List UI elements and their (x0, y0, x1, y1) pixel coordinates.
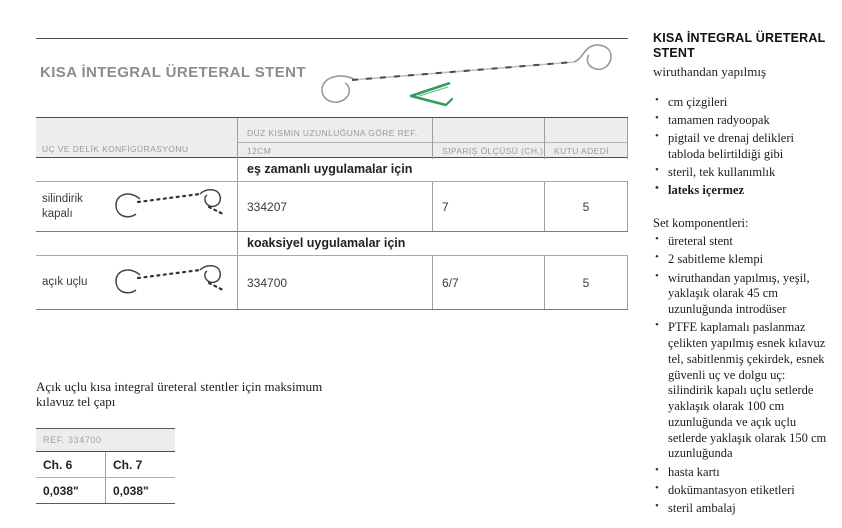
band-spacer (36, 232, 237, 255)
ch6-header: Ch. 6 (43, 457, 73, 472)
feature-item: • steril, tek kullanımlık (653, 165, 829, 181)
col-header-qty-group (544, 118, 628, 159)
band-label: eş zamanlı uygulamalar için (237, 158, 628, 181)
table-row (36, 478, 175, 504)
components-list (653, 234, 829, 517)
sidebar-title: KISA İNTEGRAL ÜRETERAL STENT (653, 31, 826, 61)
col-header-ref-group (237, 118, 432, 159)
sidebar-subtitle: wiruthandan yapılmış (653, 63, 767, 79)
ch7-value: 0,038" (105, 478, 175, 503)
guidewire-table (36, 428, 175, 504)
col-header-ref: DÜZ KISMIN UZUNLUĞUNA GÖRE REF. (238, 118, 432, 143)
features-list (653, 95, 829, 200)
stent-open-tip-icon (108, 262, 230, 304)
col-header-qty: KUTU ADEDİ (554, 146, 610, 156)
band-spacer (36, 158, 237, 181)
component-item: • üreteral stent (653, 234, 829, 250)
size-cell: 7 (432, 182, 544, 231)
component-item: • dokümantasyon etiketleri (653, 483, 829, 499)
col-header-size: SİPARİŞ ÖLÇÜSÜ (CH.) (442, 146, 544, 156)
qty-cell: 5 (544, 182, 628, 231)
guidewire-caption: Açık uçlu kısa integral üreteral stentler için maksimum kılavuz tel çapı (36, 379, 323, 409)
products-table (36, 117, 628, 310)
col-header-size-group (432, 118, 544, 159)
config-cell (36, 182, 237, 231)
header-spacer (433, 118, 544, 143)
ch7-header: Ch. 7 (105, 452, 175, 477)
header-spacer (545, 118, 627, 143)
ref-cell: 334700 (237, 256, 432, 309)
green-clip-icon (404, 80, 456, 110)
top-divider (36, 38, 628, 39)
feature-item: • lateks içermez (653, 183, 829, 199)
component-item: • hasta kartı (653, 465, 829, 481)
sidebar (653, 31, 829, 517)
config-cell (36, 256, 237, 309)
set-components-title: Set komponentleri: (653, 216, 749, 230)
band-label: koaksiyel uygulamalar için (237, 232, 628, 255)
feature-item: • tamamen radyoopak (653, 113, 829, 129)
size-cell: 6/7 (432, 256, 544, 309)
config-label: silindirik kapalı (42, 193, 83, 220)
page-title: KISA İNTEGRAL ÜRETERAL STENT (40, 64, 306, 81)
section-band (36, 158, 628, 182)
col-header-length: 12CM (247, 146, 272, 156)
component-item: • wiruthandan yapılmış, yeşil, yaklaşık olarak 45 cm uzunluğunda introdüser (653, 271, 829, 318)
component-item: • steril ambalaj (653, 501, 829, 517)
config-label: açık uçlu (42, 276, 88, 289)
qty-cell: 5 (544, 256, 628, 309)
section-band (36, 232, 628, 256)
table-row (36, 256, 628, 310)
feature-item: • cm çizgileri (653, 95, 829, 111)
table-header-row (36, 117, 628, 158)
ref-cell: 334207 (237, 182, 432, 231)
stent-long-icon (314, 42, 632, 114)
table-row (36, 182, 628, 232)
ch6-value: 0,038" (43, 483, 79, 498)
table-row (36, 452, 175, 478)
feature-item: • pigtail ve drenaj delikleri tabloda belirtildiği gibi (653, 131, 829, 163)
col-header-config: UÇ VE DELİK KONFİGÜRASYONU (42, 144, 189, 154)
guidewire-table-header: REF. 334700 (36, 428, 175, 452)
component-item: • 2 sabitleme klempi (653, 252, 829, 268)
component-item: • PTFE kaplamalı paslanmaz çelikten yapılmış esnek kılavuz tel, sabitlenmiş çekirdek, esnek güvenli uç ve dolgu uç: silindirik kapalı uçlu setlerde yaklaşık olarak 100 cm uzunluğunda ve açık uçlu setlerde yaklaşık olarak 150 cm uzunluğunda (653, 320, 829, 462)
stent-closed-tip-icon (108, 186, 230, 228)
